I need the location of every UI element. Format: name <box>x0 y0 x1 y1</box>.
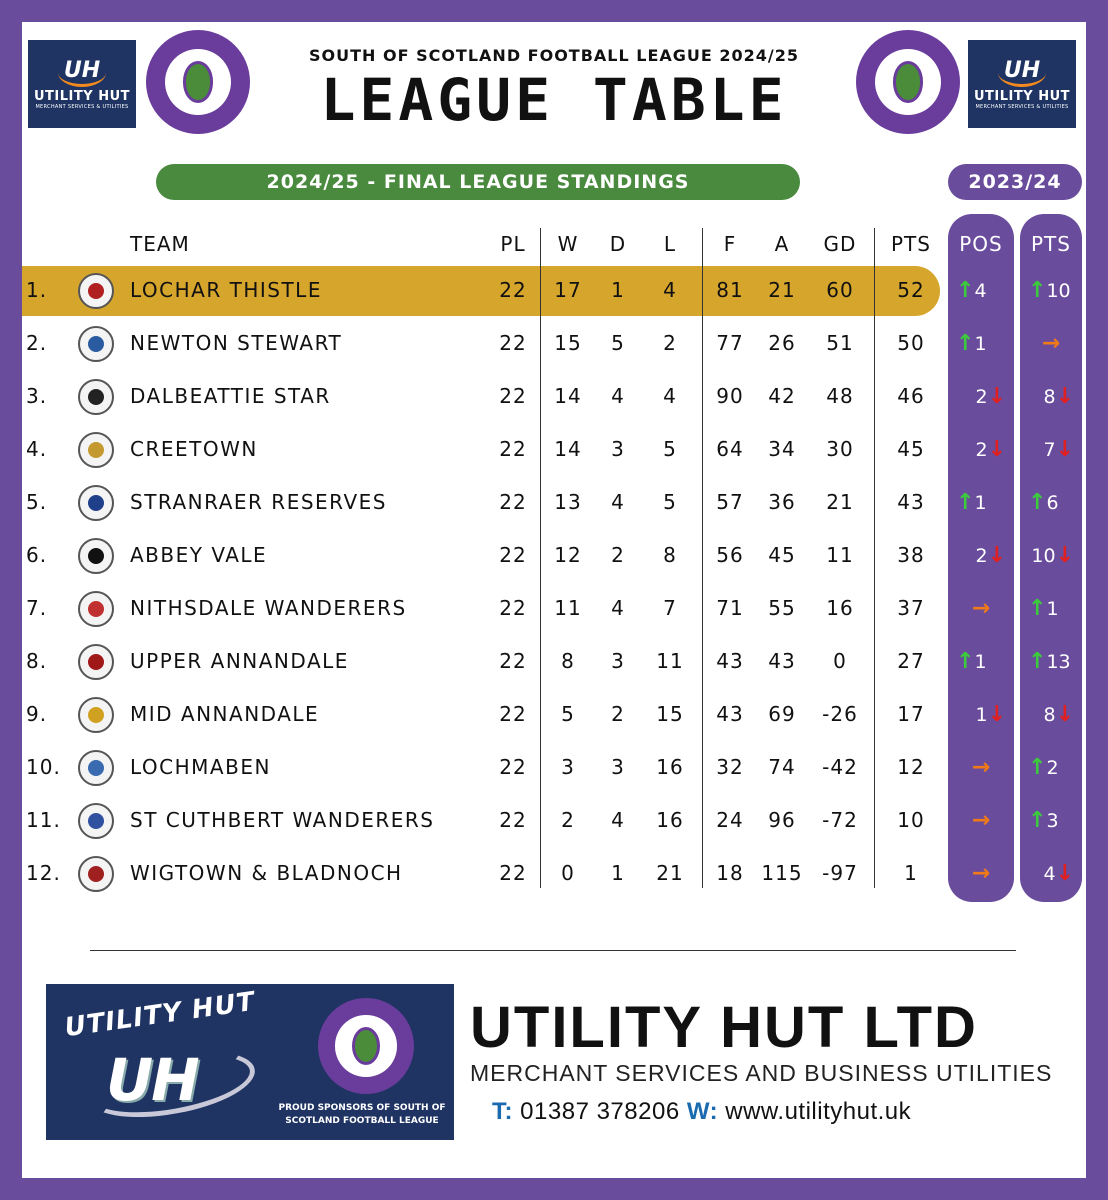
row-gd: 60 <box>826 278 854 302</box>
row-f: 32 <box>716 755 744 779</box>
web-label: W: <box>686 1098 719 1125</box>
row-l: 8 <box>663 543 677 567</box>
trend-value: 2 <box>975 544 988 567</box>
row-f: 77 <box>716 331 744 355</box>
row-position: 6. <box>26 543 48 567</box>
row-d: 3 <box>611 755 625 779</box>
row-gd: 16 <box>826 596 854 620</box>
table-row <box>22 264 1086 317</box>
trend-value: 2 <box>975 385 988 408</box>
row-a: 69 <box>768 702 796 726</box>
row-pl: 22 <box>499 755 527 779</box>
row-w: 5 <box>561 702 575 726</box>
row-gd: 48 <box>826 384 854 408</box>
row-pl: 22 <box>499 490 527 514</box>
row-pl: 22 <box>499 437 527 461</box>
arrow-down-icon: ↓ <box>1055 543 1074 568</box>
row-gd: 51 <box>826 331 854 355</box>
arrow-down-icon: ↓ <box>1055 384 1074 409</box>
trend-value: 4 <box>1043 862 1056 885</box>
row-team-name: MID ANNANDALE <box>130 702 320 726</box>
row-position: 11. <box>26 808 61 832</box>
prev-pos-trend <box>948 423 1014 476</box>
prev-pts-trend <box>1020 688 1082 741</box>
trend-value: 13 <box>1046 650 1071 673</box>
prev-pts-trend <box>1020 635 1082 688</box>
row-team-name: NEWTON STEWART <box>130 331 343 355</box>
row-pl: 22 <box>499 861 527 885</box>
club-badge-icon <box>78 432 114 468</box>
club-badge-icon <box>78 273 114 309</box>
header-prev-pos: POS <box>959 232 1003 256</box>
sponsor-banner-name: UTILITY HUT <box>62 986 258 1044</box>
prev-pos-trend <box>948 847 1014 900</box>
arrow-down-icon: ↓ <box>987 437 1006 462</box>
row-team-name: WIGTOWN & BLADNOCH <box>130 861 403 885</box>
trend-value: 1 <box>974 491 987 514</box>
row-pts: 43 <box>897 490 925 514</box>
sponsor-banner <box>46 984 454 1140</box>
sponsor-banner-monogram: UH <box>106 1046 198 1114</box>
header-l: L <box>663 232 677 256</box>
trend-value: 10 <box>1046 279 1071 302</box>
prev-pos-trend <box>948 688 1014 741</box>
prev-pos-trend <box>948 582 1014 635</box>
trend-value: 7 <box>1043 438 1056 461</box>
phone-number[interactable]: 01387 378206 <box>520 1098 680 1125</box>
row-w: 15 <box>554 331 582 355</box>
uh-tag: MERCHANT SERVICES & UTILITIES <box>35 104 129 110</box>
club-badge-icon <box>78 538 114 574</box>
row-f: 43 <box>716 702 744 726</box>
row-a: 96 <box>768 808 796 832</box>
row-w: 17 <box>554 278 582 302</box>
table-row <box>22 370 1086 423</box>
row-pts: 1 <box>904 861 918 885</box>
row-w: 8 <box>561 649 575 673</box>
row-gd: -26 <box>822 702 858 726</box>
club-badge-icon <box>78 326 114 362</box>
row-l: 16 <box>656 808 684 832</box>
page-title: LEAGUE TABLE <box>320 66 788 134</box>
table-row <box>22 529 1086 582</box>
arrow-up-icon: ↑ <box>1028 649 1047 674</box>
row-f: 18 <box>716 861 744 885</box>
arrow-down-icon: ↓ <box>987 543 1006 568</box>
trend-value: 10 <box>1031 544 1056 567</box>
header-team: TEAM <box>130 232 190 256</box>
footer-divider <box>90 950 1016 951</box>
trend-value: 4 <box>974 279 987 302</box>
row-team-name: ST CUTHBERT WANDERERS <box>130 808 435 832</box>
arrow-right-icon: → <box>971 861 991 886</box>
prev-pts-trend <box>1020 741 1082 794</box>
row-a: 21 <box>768 278 796 302</box>
arrow-right-icon: → <box>1041 331 1061 356</box>
header-w: W <box>557 232 579 256</box>
header-gd: GD <box>823 232 857 256</box>
row-position: 5. <box>26 490 48 514</box>
row-l: 5 <box>663 437 677 461</box>
prev-pts-trend <box>1020 582 1082 635</box>
uh-tag: MERCHANT SERVICES & UTILITIES <box>975 104 1069 110</box>
prev-pos-trend <box>948 529 1014 582</box>
company-contact <box>492 1098 911 1126</box>
prev-pos-trend <box>948 370 1014 423</box>
row-d: 3 <box>611 649 625 673</box>
row-team-name: STRANRAER RESERVES <box>130 490 387 514</box>
utility-hut-logo-left <box>28 40 136 128</box>
prev-pos-trend <box>948 635 1014 688</box>
table-row <box>22 847 1086 900</box>
arrow-up-icon: ↑ <box>1028 278 1047 303</box>
league-crest-banner <box>318 998 414 1094</box>
uh-name: UTILITY HUT <box>974 89 1070 104</box>
table-row <box>22 741 1086 794</box>
row-pts: 50 <box>897 331 925 355</box>
utility-hut-logo-right <box>968 40 1076 128</box>
league-table-card <box>22 22 1086 1178</box>
club-badge-icon <box>78 644 114 680</box>
table-row <box>22 688 1086 741</box>
arrow-up-icon: ↑ <box>1028 596 1047 621</box>
uh-name: UTILITY HUT <box>34 89 130 104</box>
row-team-name: LOCHAR THISTLE <box>130 278 322 302</box>
row-gd: -42 <box>822 755 858 779</box>
current-season-banner: 2024/25 - FINAL LEAGUE STANDINGS <box>156 164 800 200</box>
row-pts: 52 <box>897 278 925 302</box>
row-team-name: CREETOWN <box>130 437 258 461</box>
company-tagline: MERCHANT SERVICES AND BUSINESS UTILITIES <box>470 1060 1053 1086</box>
row-l: 4 <box>663 384 677 408</box>
row-d: 3 <box>611 437 625 461</box>
trend-value: 8 <box>1043 385 1056 408</box>
prev-pos-trend <box>948 317 1014 370</box>
row-pl: 22 <box>499 384 527 408</box>
row-pts: 27 <box>897 649 925 673</box>
club-badge-icon <box>78 803 114 839</box>
row-l: 2 <box>663 331 677 355</box>
row-d: 4 <box>611 490 625 514</box>
row-team-name: ABBEY VALE <box>130 543 268 567</box>
row-position: 3. <box>26 384 48 408</box>
trend-value: 6 <box>1046 491 1059 514</box>
row-pts: 12 <box>897 755 925 779</box>
row-f: 81 <box>716 278 744 302</box>
row-l: 16 <box>656 755 684 779</box>
phone-label: T: <box>492 1098 513 1125</box>
row-gd: 11 <box>826 543 854 567</box>
row-gd: -97 <box>822 861 858 885</box>
row-gd: -72 <box>822 808 858 832</box>
row-pts: 38 <box>897 543 925 567</box>
row-position: 9. <box>26 702 48 726</box>
club-badge-icon <box>78 750 114 786</box>
row-f: 24 <box>716 808 744 832</box>
prev-pts-trend <box>1020 847 1082 900</box>
row-team-name: UPPER ANNANDALE <box>130 649 349 673</box>
row-d: 2 <box>611 702 625 726</box>
page-subtitle: SOUTH OF SCOTLAND FOOTBALL LEAGUE 2024/25 <box>308 46 800 65</box>
row-w: 11 <box>554 596 582 620</box>
row-w: 3 <box>561 755 575 779</box>
row-pl: 22 <box>499 596 527 620</box>
arrow-right-icon: → <box>971 596 991 621</box>
prev-pts-trend <box>1020 423 1082 476</box>
header-pl: PL <box>500 232 526 256</box>
row-pts: 37 <box>897 596 925 620</box>
club-badge-icon <box>78 485 114 521</box>
website-link[interactable]: www.utilityhut.uk <box>725 1098 912 1125</box>
row-position: 10. <box>26 755 61 779</box>
row-pts: 10 <box>897 808 925 832</box>
arrow-up-icon: ↑ <box>1028 755 1047 780</box>
row-f: 56 <box>716 543 744 567</box>
row-position: 8. <box>26 649 48 673</box>
table-row <box>22 582 1086 635</box>
prev-pts-trend <box>1020 794 1082 847</box>
row-d: 4 <box>611 384 625 408</box>
row-pl: 22 <box>499 331 527 355</box>
arrow-down-icon: ↓ <box>1055 437 1074 462</box>
header-prev-pts: PTS <box>1031 232 1071 256</box>
table-row <box>22 476 1086 529</box>
row-l: 11 <box>656 649 684 673</box>
row-a: 36 <box>768 490 796 514</box>
trend-value: 8 <box>1043 703 1056 726</box>
row-d: 1 <box>611 278 625 302</box>
row-f: 64 <box>716 437 744 461</box>
prev-pts-trend <box>1020 317 1082 370</box>
row-l: 5 <box>663 490 677 514</box>
row-pts: 17 <box>897 702 925 726</box>
row-pts: 46 <box>897 384 925 408</box>
trend-value: 2 <box>975 438 988 461</box>
row-a: 55 <box>768 596 796 620</box>
arrow-up-icon: ↑ <box>1028 490 1047 515</box>
row-a: 115 <box>761 861 803 885</box>
row-d: 4 <box>611 596 625 620</box>
trend-value: 1 <box>974 332 987 355</box>
row-a: 26 <box>768 331 796 355</box>
prev-pts-trend <box>1020 370 1082 423</box>
row-pl: 22 <box>499 543 527 567</box>
row-w: 13 <box>554 490 582 514</box>
league-crest-right <box>856 30 960 134</box>
trend-value: 1 <box>975 703 988 726</box>
previous-season-banner: 2023/24 <box>948 164 1082 200</box>
row-l: 15 <box>656 702 684 726</box>
arrow-up-icon: ↑ <box>1028 808 1047 833</box>
row-l: 4 <box>663 278 677 302</box>
prev-pos-trend <box>948 741 1014 794</box>
table-row <box>22 635 1086 688</box>
row-pl: 22 <box>499 278 527 302</box>
row-d: 2 <box>611 543 625 567</box>
header-f: F <box>723 232 737 256</box>
trend-value: 1 <box>974 650 987 673</box>
row-d: 1 <box>611 861 625 885</box>
row-a: 74 <box>768 755 796 779</box>
prev-pos-trend <box>948 794 1014 847</box>
row-pl: 22 <box>499 649 527 673</box>
table-row <box>22 423 1086 476</box>
prev-pts-trend <box>1020 529 1082 582</box>
row-w: 2 <box>561 808 575 832</box>
club-badge-icon <box>78 591 114 627</box>
row-position: 1. <box>26 278 48 302</box>
prev-pts-trend <box>1020 476 1082 529</box>
header-pts: PTS <box>891 232 931 256</box>
row-d: 4 <box>611 808 625 832</box>
row-w: 14 <box>554 384 582 408</box>
row-position: 4. <box>26 437 48 461</box>
prev-pos-trend <box>948 476 1014 529</box>
table-row <box>22 794 1086 847</box>
trend-value: 3 <box>1046 809 1059 832</box>
arrow-right-icon: → <box>971 755 991 780</box>
uh-monogram: UH <box>58 58 106 87</box>
arrow-down-icon: ↓ <box>987 384 1006 409</box>
row-gd: 0 <box>833 649 847 673</box>
row-team-name: NITHSDALE WANDERERS <box>130 596 407 620</box>
header-d: D <box>609 232 627 256</box>
row-l: 7 <box>663 596 677 620</box>
sponsor-text: PROUD SPONSORS OF SOUTH OF SCOTLAND FOOTBALL LEAGUE <box>278 1103 446 1126</box>
row-pl: 22 <box>499 808 527 832</box>
row-position: 12. <box>26 861 61 885</box>
league-crest-left <box>146 30 250 134</box>
uh-monogram: UH <box>998 58 1046 87</box>
row-a: 45 <box>768 543 796 567</box>
company-name: UTILITY HUT LTD <box>470 995 978 1060</box>
row-w: 14 <box>554 437 582 461</box>
arrow-up-icon: ↑ <box>956 331 975 356</box>
club-badge-icon <box>78 697 114 733</box>
arrow-up-icon: ↑ <box>956 278 975 303</box>
arrow-down-icon: ↓ <box>1055 702 1074 727</box>
row-f: 43 <box>716 649 744 673</box>
row-position: 2. <box>26 331 48 355</box>
row-pl: 22 <box>499 702 527 726</box>
trend-value: 2 <box>1046 756 1059 779</box>
table-row <box>22 317 1086 370</box>
arrow-right-icon: → <box>971 808 991 833</box>
row-a: 42 <box>768 384 796 408</box>
row-f: 71 <box>716 596 744 620</box>
arrow-down-icon: ↓ <box>987 702 1006 727</box>
arrow-down-icon: ↓ <box>1055 861 1074 886</box>
club-badge-icon <box>78 856 114 892</box>
row-team-name: DALBEATTIE STAR <box>130 384 331 408</box>
trend-value: 1 <box>1046 597 1059 620</box>
row-position: 7. <box>26 596 48 620</box>
row-a: 43 <box>768 649 796 673</box>
row-w: 0 <box>561 861 575 885</box>
row-a: 34 <box>768 437 796 461</box>
club-badge-icon <box>78 379 114 415</box>
row-gd: 30 <box>826 437 854 461</box>
row-gd: 21 <box>826 490 854 514</box>
row-f: 90 <box>716 384 744 408</box>
row-pts: 45 <box>897 437 925 461</box>
arrow-up-icon: ↑ <box>956 490 975 515</box>
arrow-up-icon: ↑ <box>956 649 975 674</box>
row-w: 12 <box>554 543 582 567</box>
header-a: A <box>774 232 790 256</box>
prev-pts-trend <box>1020 264 1082 317</box>
row-d: 5 <box>611 331 625 355</box>
row-f: 57 <box>716 490 744 514</box>
row-l: 21 <box>656 861 684 885</box>
prev-pos-trend <box>948 264 1014 317</box>
row-team-name: LOCHMABEN <box>130 755 271 779</box>
